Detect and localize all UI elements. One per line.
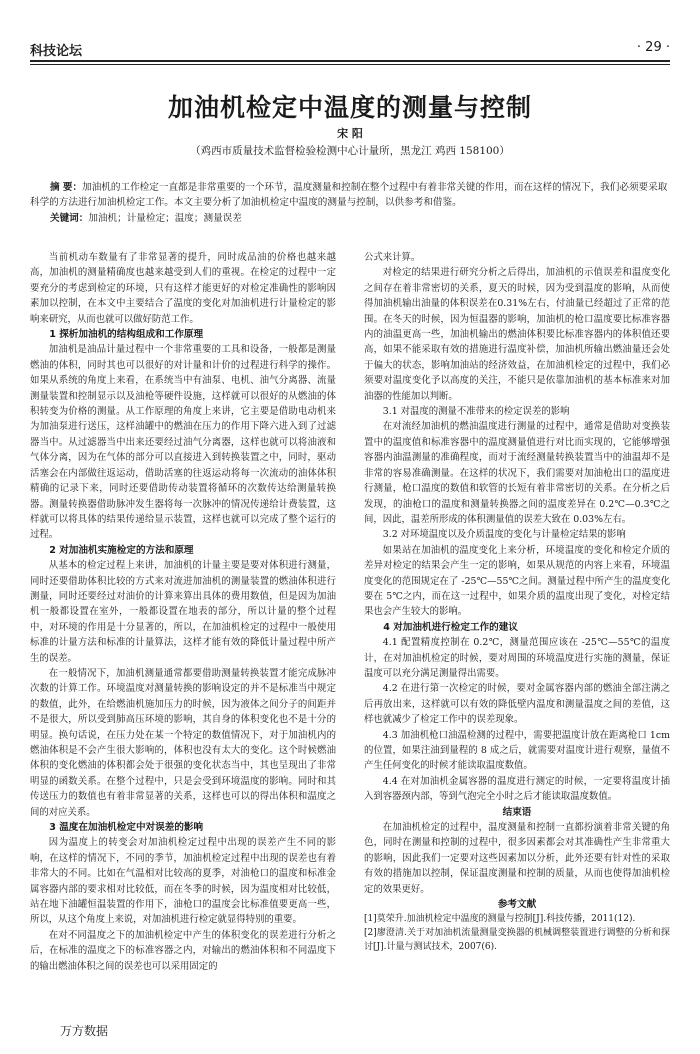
section-heading: 1 探析加油机的结构组成和工作原理 — [49, 329, 204, 341]
paragraph: 在一般情况下，加油机测量通常都要借助测量转换装置才能完成脉冲次数的计算工作。环境温度对测量转换的影响设定的并不是标准当中规定的数值，此外，在给燃油机施加压力的时候，因为液体之间分子的间距并不是很大，所以受到肺高压环境的影响，其自身的体积变化也不是十分的明显。换句话说，在压力处在某一个特定的数值情况下，对于加油机内的燃油体积是不会产生很大影响的，体积也没有太大的变化。这个时候燃油体积的变化燃油的体积都会处于很强的变化状态当中，其也呈现出了非常明显的函数关系。在整个过程中，只是会受到环境温度的影响。同时和其传送压力的数值也有着非常显著的关系，这样也可以的得出体积和温度之间的对应关系。 — [30, 667, 336, 818]
paragraph: 在对流经加油机的燃油温度进行测量的过程中，通常是借助对变换装置中的温度值和标准容器中的温度测量值进行对比而实现的，它能够增强容器内油温测量的准确程度，而对于流经测量转换装置当中的油温却不是非常的容易准确测量。在这样的状况下，我们需要对加油枪出口的温度进行测量，枪口温度的数值和软管的长短有着非常密切的关系。在分析之后发现，的油枪口的温度和测量转换器之间的温度差异在 0.2℃—0.3℃之间，因此，温差所形成的体积测量值的误差大致在 0.03%左右。 — [364, 421, 670, 525]
keywords-text: 加油机；计量检定；温度；测量误差 — [88, 213, 242, 224]
footer-watermark: 万方数据 — [60, 1024, 109, 1038]
paragraph: 对检定的结果进行研究分析之后得出，加油机的示值误差和温度变化之间存在着非常密切的关系，夏天的时候，因为受到温度的影响，从而使得加油机输出油量的体积误差在0.31%左右，付油量已经超过了正常的范围。在冬天的时候，因为恒温器的影响，加油机的枪口温度要比标准容器内的油温更高一些，加油机输出的燃油体积要比标准容器内的体积值还要高，如果不能采取有效的措施进行温度补偿，加油机所输出燃油量还会处于偏大的状态，影响加油站的经济效益，在加油机检定的过程中，我们必须要对温度变化予以高度的关注，不能只是依靠加油机的基本标准来对加油器的性能加以判断。 — [364, 267, 670, 402]
keywords — [50, 211, 670, 226]
section-heading: 参考文献 — [497, 899, 537, 911]
paragraph: 如果站在加油机的温度变化上来分析，环境温度的变化和检定介质的差异对检定的结果会产生一定的影响，如果从规范的内容上来看，环境温度变化的范围规定在了 -25℃—55℃之间。测量过程中所产生的温度变化要在 5℃之内，而在这一过程中，如果介质的温度出现了变化，对检定结果也会产生较大的影响。 — [364, 544, 670, 618]
author: 宋 阳 — [337, 127, 363, 140]
section-heading: 3 温度在加油机检定中对误差的影响 — [49, 822, 204, 834]
abstract — [30, 180, 670, 210]
keywords-label: 关键词： — [50, 213, 89, 224]
paragraph: 4.3 加油机枪口油温检测的过程中，需要把温度计放在距离枪口 1cm 的位置，如果注油到量程的 8 成之后，就需要对温度计进行观察，量值不产生任何变化的时候才能读取温度数值。 — [364, 729, 670, 772]
paragraph: 当前机动车数量有了非常显著的提升，同时成品油的价格也越来越高，加油机的测量精确度也越来越受到人们的重视。在检定的过程中一定要充分的考虑到检定的环境，只有这样才能更好的对检定准确性的影响因素加以控制，在本文中主要结合了温度的变化对加油机进行计量检定的影响来研究，从而也就可以做好防范工作。 — [30, 252, 336, 325]
abstract-label: 摘 要： — [50, 182, 83, 193]
paragraph: 加油机是油品计量过程中一个非常重要的工具和设备，一般都是测量燃油的体积，同时其也可以很好的对计量和计价的过程进行科学的操作。如果从系统的角度上来看，在系统当中有油泵、电机、油气分离器、流量测量装置和控制显示以及油枪等硬件设施，这样就可以很好的从燃油的体积转变为价格的测量。从工作原理的角度上来讲，它主要是借助电动机来为加油泵进行送压，这样油罐中的燃油在压力的作用下降六进入到了过滤器当中。从过滤器当中出来还要经过油气分离器，这样也就可以将油液和气体分离，因为在气体的部分可以直接进入到转换装置之中，同时，驱动活塞会在内部做往返运动，借助活塞的往返运动将每一次流动的油体体积精确的记录下来，同时还要借助传动装置将循环的次数传达给测量转换器。测量转换器借助脉冲发生器将每一次脉冲的情况传递给计费装置，这样就可以将具体的结果传递给显示装置，这样也就可以完成了整个运行的过程。 — [30, 344, 336, 541]
paragraph: 因为温度上的转变会对加油机检定过程中出现的误差产生不同的影响，在这样的情况下，不同的季节，加油机检定过程中出现的误差也有着非常大的不同。比如在气温相对比较高的夏季，对油枪口的温度和标准金属容器内部的要求相对比较低，而在冬季的时候，因为温度相对比较低，站在地下油罐恒温装置的作用下，油枪口的温度会比标准值要更高一些，所以，从这个角度上来说，对加油机进行检定就显得特别的重要。 — [30, 837, 336, 926]
left-column — [30, 250, 336, 974]
section-heading: 2 对加油机实施检定的方法和原理 — [49, 544, 194, 556]
affiliation: （鸡西市质量技术监督检验检测中心计量所，黑龙江 鸡西 158100） — [190, 145, 510, 157]
column-name: 科技论坛 — [30, 44, 83, 59]
paragraph: 3.2 对环境温度以及介质温度的变化与计量检定结果的影响 — [382, 529, 626, 541]
paragraph: 4.1 配置精度控制在 0.2℃，测量范围应该在 -25℃—55℃的温度计，在对加油机检定的时候，要对周围的环境温度进行实施的测量，保证温度可以充分满足测量得出需要。 — [364, 637, 670, 679]
section-heading: 结束语 — [502, 806, 532, 818]
paragraph: 4.2 在进行第一次检定的时候，要对金属容器内部的燃油全部注满之后再放出来，这样就可以有效的降低壁内温度和测量温度之间的差值，这样也就减少了检定工作中的误差现象。 — [364, 683, 670, 726]
reference-item: [2]廖澄清.关于对加油机流量测量变换器的机械调整装置进行调整的分析和探讨[J].计量与测试技术，2007(6). — [364, 928, 670, 953]
paragraph: 4.4 在对加油机金属容器的温度进行测定的时候，一定要将温度计插入到容器颈内部，等到气泡完全小时之后才能读取温度数值。 — [364, 775, 670, 803]
paragraph: 3.1 对温度的测量不准带来的检定误差的影响 — [382, 406, 570, 418]
abstract-text: 加油机的工作检定一直都是非常重要的一个环节，温度测量和控制在整个过程中有着非常关键的作用，而在这样的情况下，我们必须要采取科学的方法进行加油机检定工作。本文主要分析了加油机检定中温度的测量与控制，以供参考和借鉴。 — [30, 182, 668, 208]
reference-item: [1]莫荣升.加油机检定中温度的测量与控制[J].科技传播，2011(12). — [364, 914, 636, 925]
right-column — [364, 250, 670, 954]
header-rule-thin — [30, 64, 670, 65]
section-heading: 4 对加油机进行检定工作的建议 — [383, 621, 518, 633]
header-rule-thick — [30, 60, 670, 62]
article-title: 加油机检定中温度的测量与控制 — [167, 93, 532, 122]
paragraph: 公式来计算。 — [364, 252, 421, 263]
paragraph: 在加油机检定的过程中，温度测量和控制一直都扮演着非常关键的角色，同时在测量和控制的过程中，很多因素都会对其准确性产生非常重大的影响，因此我们一定要对这些因素加以分析，此外还要有针对性的采取有效的措施加以控制，保证温度测量和控制的质量，从而也使得加油机检定的效果更好。 — [364, 822, 670, 895]
page-number: · 29 · — [636, 40, 670, 55]
paragraph: 在对不同温度之下的加油机检定中产生的体积变化的误差进行分析之后，在标准的温度之下的标准容器之内，对输出的燃油体积和不同温度下的输出燃油体积之间的误差也可以采用固定的 — [30, 929, 336, 972]
paragraph: 从基本的检定过程上来讲，加油机的计量主要是要对体积进行测量，同时还要借助体积比较的方式来对流进加油机的测量装置的燃油体积进行测量，同时还要经过对油价的计算来算出具体的费用数值，但是因为加油机一般都设置在室外，一般都设置在地表的部分，所以计量的整个过程中，对环境的作用是十分显著的，所以，在加油机检定的过程中一般使用标准的计量方法和标准的计量算法，这样才能有效的降低计量过程中所产生的误差。 — [30, 560, 336, 664]
